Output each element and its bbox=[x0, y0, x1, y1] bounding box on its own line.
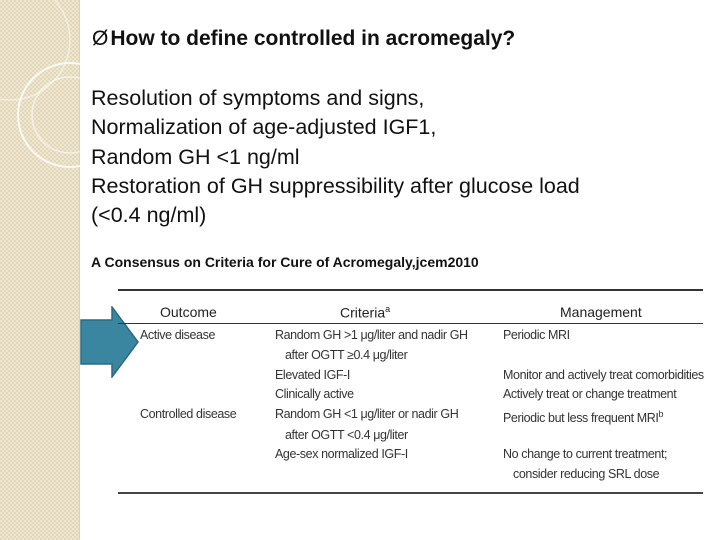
management-line: Actively treat or change treatment bbox=[503, 387, 677, 401]
management-line: consider reducing SRL dose bbox=[513, 467, 660, 481]
slide-heading bbox=[92, 27, 515, 51]
management-line: No change to current treatment; bbox=[503, 447, 668, 461]
criteria-line: Random GH <1 μg/liter or nadir GH bbox=[275, 407, 459, 421]
body-line: (<0.4 ng/ml) bbox=[91, 203, 207, 228]
management-line bbox=[503, 404, 663, 428]
body-line: Restoration of GH suppressibility after glucose load bbox=[91, 173, 580, 198]
table-header bbox=[118, 291, 703, 323]
criteria-line: after OGTT <0.4 μg/liter bbox=[285, 428, 408, 442]
criteria-line: Elevated IGF-I bbox=[275, 368, 350, 382]
outcome-controlled: Controlled disease bbox=[140, 407, 237, 421]
body-line: Random GH <1 ng/ml bbox=[91, 144, 300, 169]
table-body bbox=[118, 324, 703, 492]
table-bottom-rule bbox=[118, 492, 703, 494]
criteria-line: Age-sex normalized IGF-I bbox=[275, 447, 408, 461]
criteria-line: Random GH >1 μg/liter and nadir GH bbox=[275, 328, 468, 342]
arrow-bullet-icon: Ø bbox=[92, 27, 109, 50]
header-criteria bbox=[340, 304, 390, 321]
body-line: Normalization of age-adjusted IGF1, bbox=[91, 115, 437, 140]
outcome-active: Active disease bbox=[140, 328, 215, 342]
slide-body bbox=[91, 84, 580, 230]
header-outcome: Outcome bbox=[160, 304, 217, 320]
header-criteria-footnote: a bbox=[385, 304, 391, 314]
management-line-text: Periodic but less frequent MRI bbox=[503, 411, 659, 426]
criteria-line: after OGTT ≥0.4 μg/liter bbox=[285, 348, 408, 362]
management-line: Periodic MRI bbox=[503, 328, 570, 342]
heading-text: How to define controlled in acromegaly? bbox=[110, 27, 516, 50]
criteria-line: Clinically active bbox=[275, 387, 354, 401]
management-footnote: b bbox=[658, 409, 664, 419]
citation: A Consensus on Criteria for Cure of Acromegaly,jcem2010 bbox=[91, 254, 479, 270]
body-line: Resolution of symptoms and signs, bbox=[91, 86, 425, 110]
header-criteria-text: Criteria bbox=[340, 304, 386, 321]
header-management: Management bbox=[560, 304, 642, 320]
management-line: Monitor and actively treat comorbidities bbox=[503, 368, 704, 382]
criteria-table bbox=[118, 289, 703, 494]
